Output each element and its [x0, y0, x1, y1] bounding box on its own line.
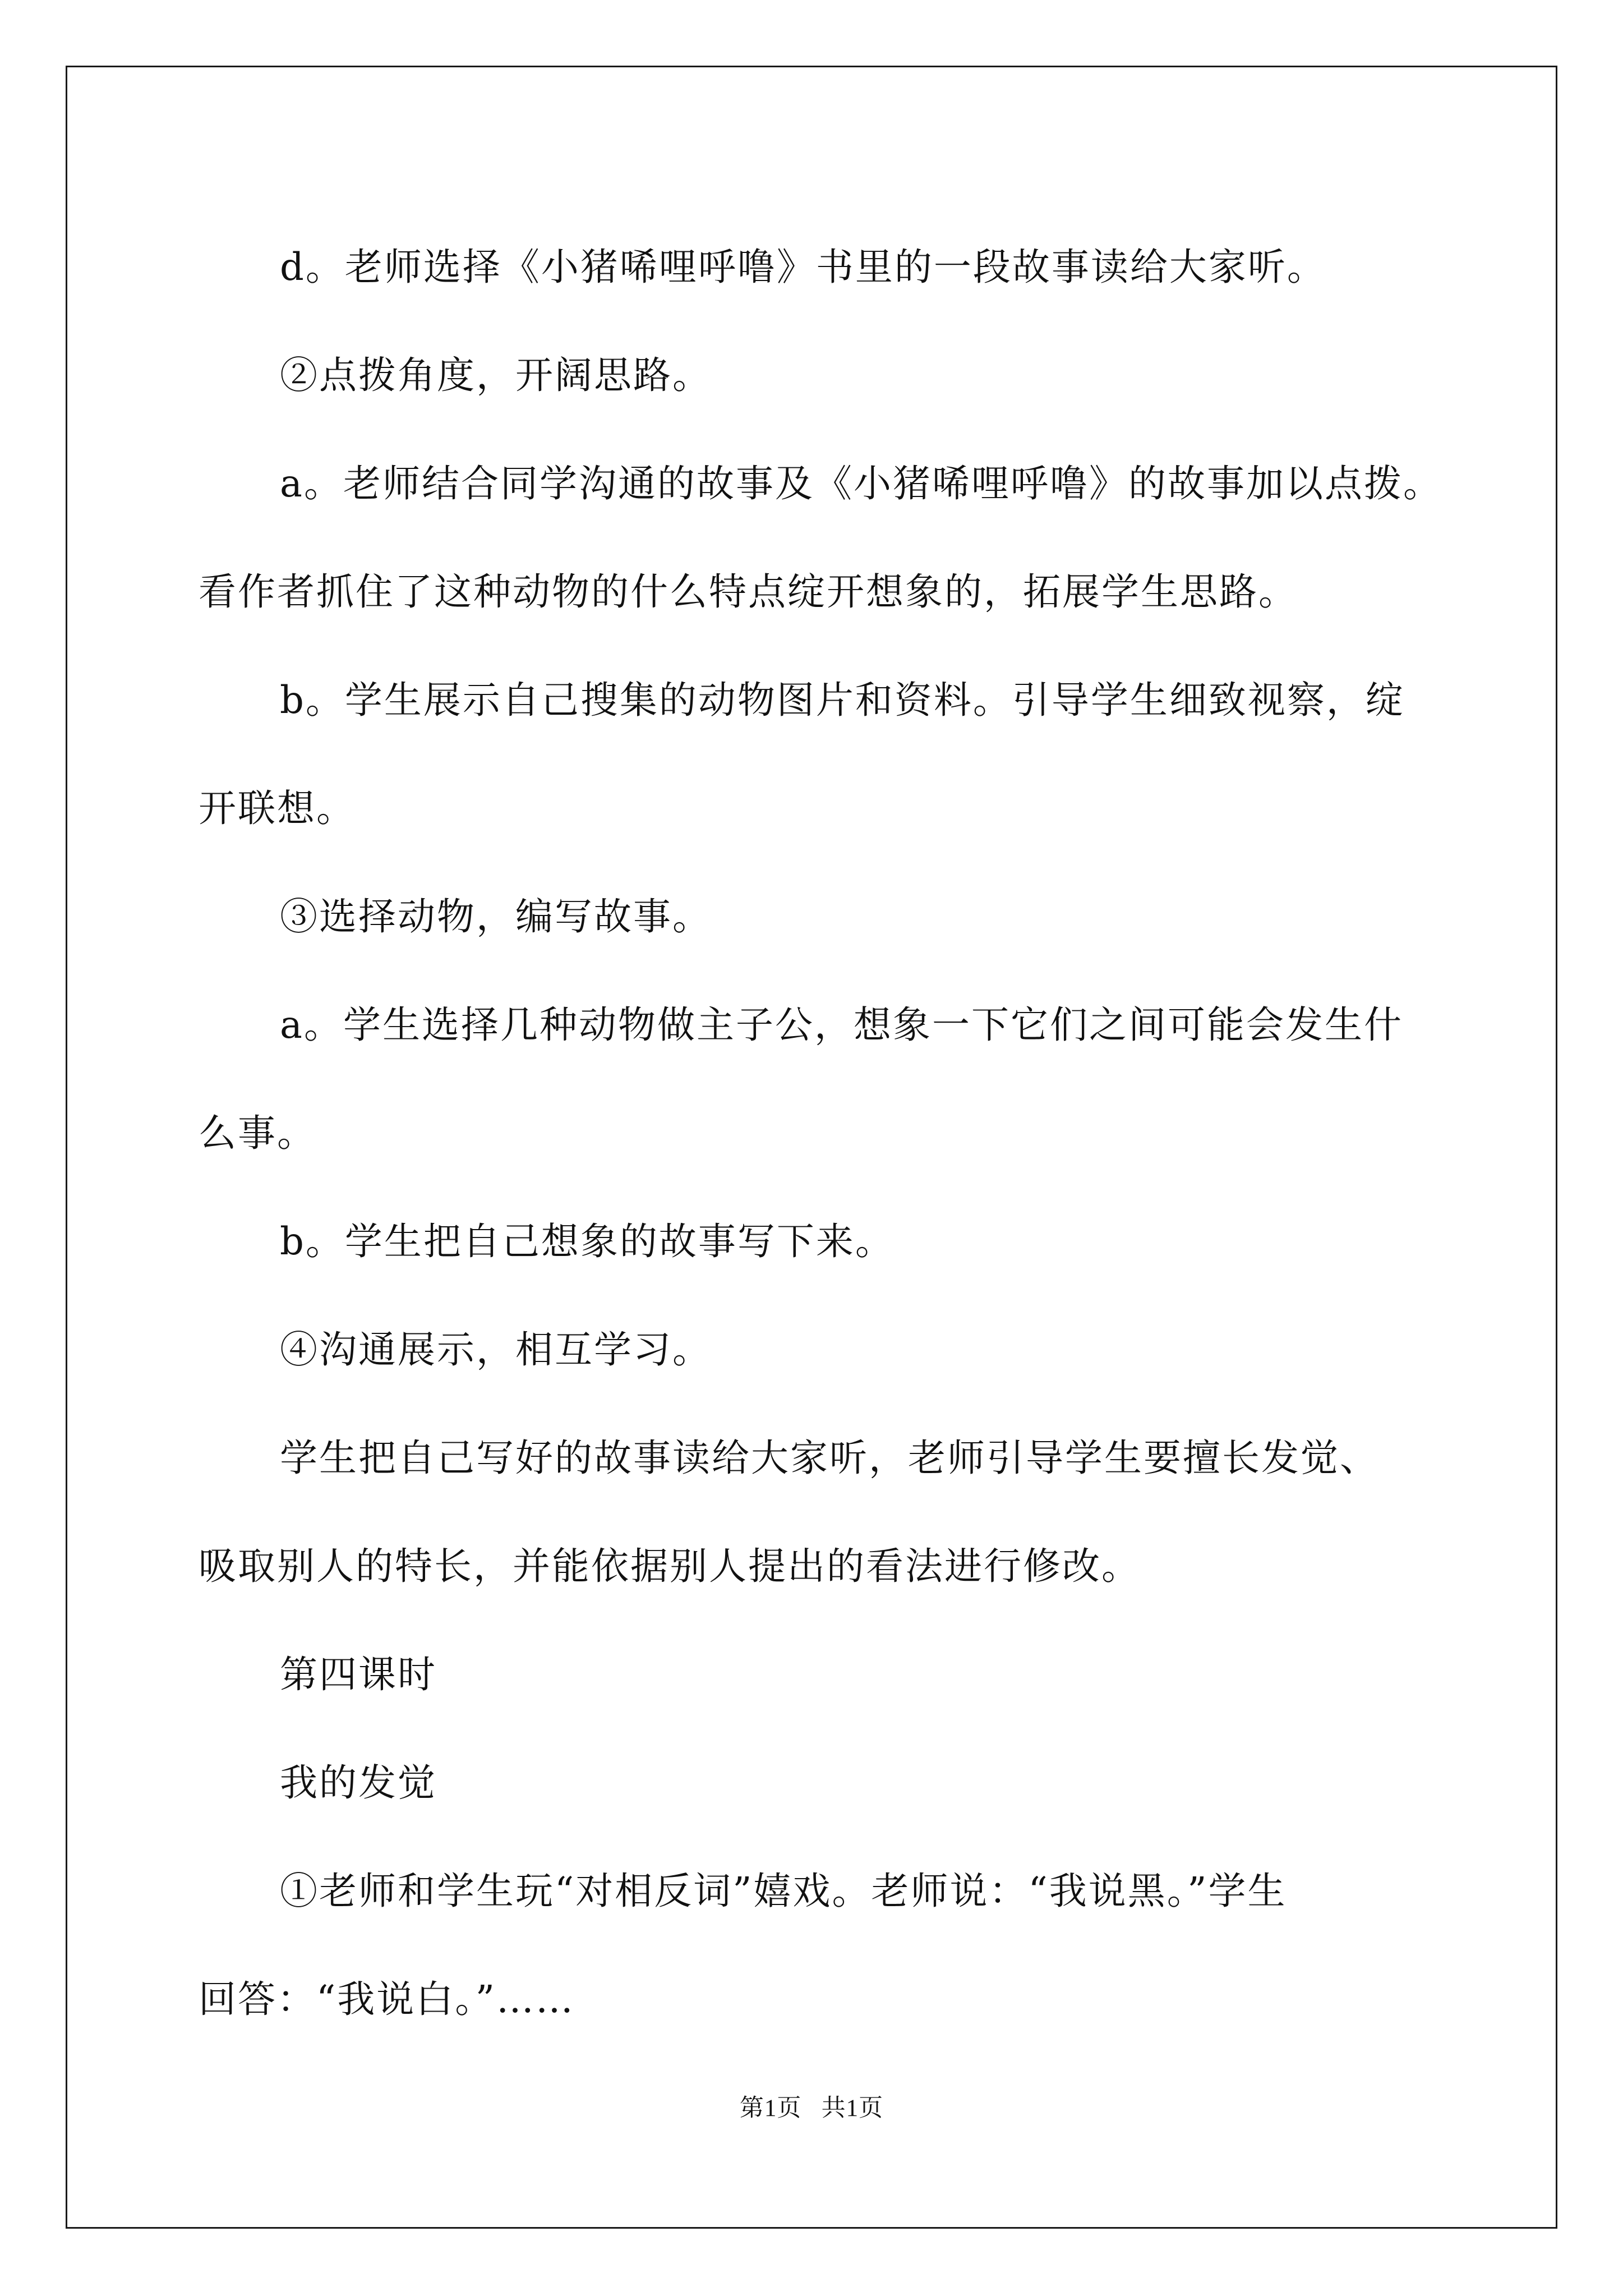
page-number: 第1页 [739, 2095, 802, 2122]
paragraph [199, 213, 1432, 321]
paragraph-line: ②点拨角度，开阔思路。 [280, 353, 712, 397]
paragraph [199, 863, 1432, 971]
paragraph-line: 我的发觉 [280, 1761, 437, 1805]
paragraph-line: 么事。 [199, 1111, 316, 1155]
paragraph [199, 430, 1442, 646]
paragraph-line: a。老师结合同学沟通的故事及《小猪唏哩呼噜》的故事加以点拨。 [280, 462, 1442, 505]
paragraph [199, 1296, 1432, 1404]
document-body [199, 213, 1442, 2054]
paragraph-line: 吸取别人的特长，并能依据别人提出的看法进行修改。 [199, 1544, 1141, 1588]
page-footer [0, 2089, 1623, 2123]
paragraph-line: ④沟通展示，相互学习。 [280, 1328, 712, 1372]
paragraph-line: b。学生把自己想象的故事写下来。 [280, 1220, 895, 1263]
paragraph-line: 开联想。 [199, 786, 356, 830]
paragraph-line: a。学生选择几种动物做主子公，想象一下它们之间可能会发生什 [280, 1003, 1403, 1047]
paragraph [199, 321, 1432, 430]
paragraph [199, 971, 1432, 1188]
paragraph-line: 第四课时 [280, 1653, 437, 1696]
section-heading [199, 1729, 1432, 1837]
paragraph-line: 学生把自己写好的故事读给大家听，老师引导学生要擅长发觉、 [280, 1436, 1379, 1480]
paragraph-line: 回答：“我说白。”…… [199, 1977, 575, 2021]
section-heading [199, 1621, 1432, 1729]
paragraph [199, 646, 1432, 863]
page-total: 共1页 [821, 2095, 884, 2122]
paragraph-line: ③选择动物，编写故事。 [280, 895, 712, 938]
paragraph-line: ①老师和学生玩“对相反词”嬉戏。老师说：“我说黑。”学生 [280, 1869, 1287, 1913]
paragraph [199, 1188, 1432, 1296]
paragraph-line: d。老师选择《小猪唏哩呼噜》书里的一段故事读给大家听。 [280, 245, 1326, 289]
paragraph [199, 1404, 1432, 1621]
paragraph [199, 1837, 1432, 2054]
paragraph-line: b。学生展示自己搜集的动物图片和资料。引导学生细致视察，绽 [280, 678, 1405, 722]
paragraph-line: 看作者抓住了这种动物的什么特点绽开想象的，拓展学生思路。 [199, 570, 1298, 614]
